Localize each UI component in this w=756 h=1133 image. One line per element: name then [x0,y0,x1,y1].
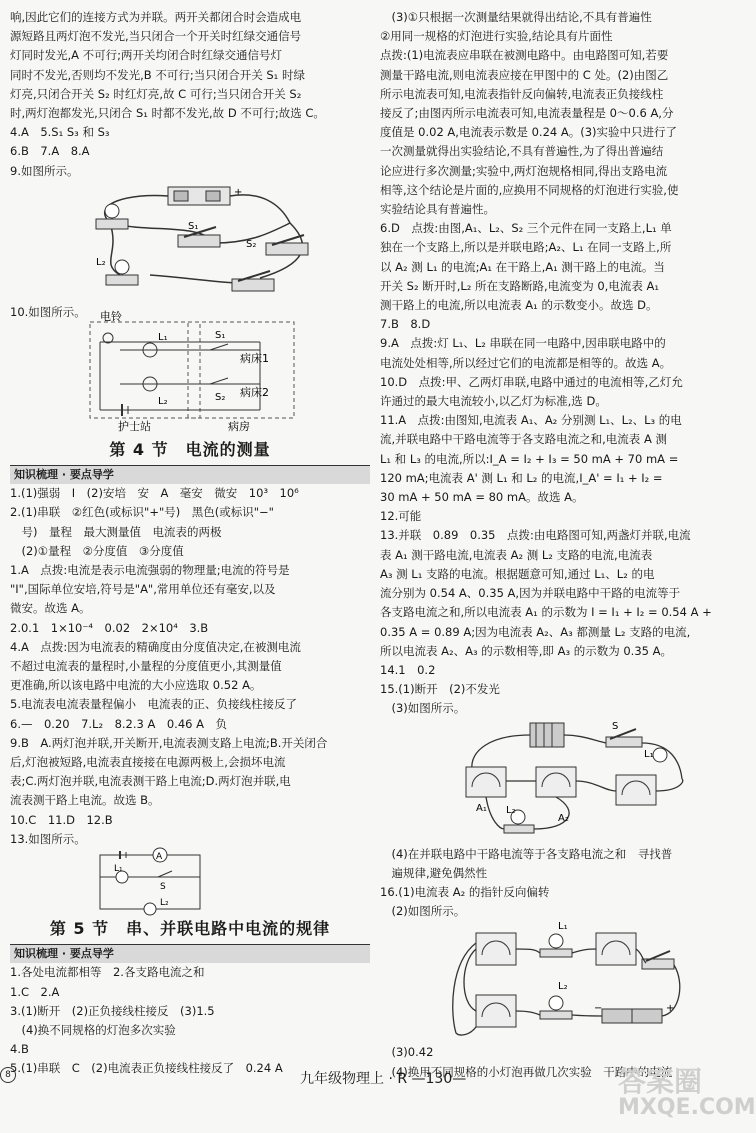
text-line: 13.并联 0.89 0.35 点拨:由电路图可知,两盏灯并联,电流 [380,528,691,543]
text-line: 7.B 8.D [380,317,431,332]
text-line: 灯亮,只闭合开关 S₂ 时红灯亮,故 C 可行;当只闭合开关 S₂ [10,86,302,101]
text-line: 同时不发光,否则均不发光,B 不可行;当只闭合开关 S₁ 时绿 [10,67,305,82]
lamp-icon [549,996,563,1010]
text-line: 1.C 2.A [10,984,60,999]
lamp-l1-label: L₁ [114,864,123,875]
text-line: 时,两灯泡都发光,只闭合 S₁ 时都不发光,故 D 不可行;故选 C。 [10,106,325,121]
lamp-icon [144,903,156,915]
ammeter-icon [476,933,516,965]
text-line: 灯同时发光,A 不可行;两开关均闭合时红绿交通信号灯 [10,48,283,63]
text-line: 16.(1)电流表 A₂ 的指针反向偏转 [380,884,550,899]
switch-label: S [160,882,166,893]
lamp-l2-label: L₂ [160,898,169,909]
text-line: 测干路上的电流,所以电流表 A₁ 的示数变小。故选 D。 [380,298,658,313]
text-line: (3)0.42 [380,1045,434,1060]
text-line: 源短路且两灯泡不发光,当只闭合一个开关时红绿交通信号 [10,29,302,44]
intro-lines [10,8,370,123]
text-line: 11.A 点拨:由图知,电流表 A₁、A₂ 分别测 L₁、L₂、L₃ 的电 [380,413,682,428]
text-line: 以 A₂ 测 L₁ 的电流;A₁ 在干路上,A₁ 测干路上的电流。当 [380,259,665,274]
ammeter-a2-label: A₂ [558,812,569,824]
figure-15-circuit [380,721,742,843]
ammeter-icon [596,933,636,965]
lamp-icon [653,748,667,762]
text-line: ②用同一规格的灯泡进行实验,结论具有片面性 [380,29,613,44]
station-label: 护士站 [118,420,151,434]
text-line: (2)①量程 ②分度值 ③分度值 [10,543,184,558]
battery-plus-label: + [234,186,243,198]
text-line: 各支路电流之和,所以电流表 A₁ 的示数为 I = I₁ + I₂ = 0.54 A + [380,605,712,620]
text-line: 10.D 点拨:甲、乙两灯串联,电路中通过的电流相等,乙灯允 [380,374,683,389]
switch-s1-label: S₁ [215,330,226,342]
text-line: 点拨:(1)电流表应串联在被测电路中。由电路图可知,若要 [380,48,669,63]
text-line: (4)换用不同规格的小灯泡再做几次实验 干路中的电流 [380,1064,673,1079]
section-4-title: 第 4 节 电流的测量 [109,440,271,460]
battery-minus-label: − [594,1003,603,1015]
text-line: 4.A 点拨:因为电流表的精确度由分度值决定,在被测电流 [10,639,301,654]
text-line: 3.(1)断开 (2)正负接线柱接反 (3)1.5 [10,1003,215,1018]
text-line: A₃ 测 L₁ 支路的电流。根据题意可知,通过 L₁、L₂ 的电 [380,566,655,581]
text-line: 流表测干路上电流。故选 B。 [10,793,160,808]
lamp-icon [105,204,119,218]
text-line: 开关 S₂ 断开时,L₂ 所在支路断路,电流变为 0,电流表 A₁ [380,278,659,293]
battery-icon [530,723,564,747]
right-answers-b [380,845,742,922]
text-line: 2.(1)串联 ②红色(或标识"+"号) 黑色(或标识"−" [10,505,274,520]
text-line: (3)如图所示。 [380,701,466,716]
text-line: 表 A₁ 测干路电流,电流表 A₂ 测 L₂ 支路的电流,电流表 [380,547,653,562]
text-line: 表;C.两灯泡并联,电流表测干路上电流;D.两灯泡并联,电 [10,774,291,789]
bed2-label: 病床2 [240,386,269,400]
section-4-answers [10,484,370,849]
lamp-l1-label: L₁ [558,921,568,933]
text-line: 微安。故选 A。 [10,601,91,616]
circuit-diagram-15 [380,721,742,843]
lamp-icon [115,260,129,274]
ammeter-label: A [156,852,163,863]
text-line: 响,因此它们的连接方式为并联。两开关都闭合时会造成电 [10,10,302,24]
lamp-l2-label: L₂ [506,804,516,816]
watermark-url: MXQE.COM [618,1095,756,1120]
text-line: 13.如图所示。 [10,831,86,846]
answer-4-5: 4.A 5.S₁ S₃ 和 S₃ [10,125,110,140]
switch-label: S [612,720,619,732]
answer-9: 9.如图所示。 [10,163,79,178]
text-line: 15.(1)断开 (2)不发光 [380,682,500,697]
page-corner-badge: 8 [0,1067,16,1083]
text-line: 14.1 0.2 [380,662,436,677]
text-line: (2)如图所示。 [380,904,466,919]
text-line: 一次测量就得出实验结论,不具有普遍性,为了得出普遍结 [380,144,664,159]
bell-label: 电铃 [100,310,122,324]
text-line: 测量干路电流,则电流表应接在甲图中的 C 处。(2)由图乙 [380,67,669,82]
text-line: 120 mA;电流表 A' 测 L₁ 和 L₂ 的电流,I_A' = I₁ + I₂ = [380,470,663,485]
text-line: 9.B A.两灯泡并联,开关断开,电流表测支路上电流;B.开关闭合 [10,735,328,750]
text-line: (4)在并联电路中干路电流等于各支路电流之和 寻找普 [380,846,673,861]
text-line: 所以电流表 A₂、A₃ 的示数相等,即 A₃ 的示数为 0.35 A。 [380,643,672,658]
text-line: 6.— 0.20 7.L₂ 8.2.3 A 0.46 A 负 [10,716,227,731]
lamp-l1-label: L₁ [644,748,654,760]
text-line: 实验结论具有普遍性。 [380,202,495,217]
switch-s1-label: S₁ [188,220,199,232]
watermark-logo: 答案圈 [618,1065,703,1098]
text-line: 许通过的最大电流较小,以乙灯为标准,选 D。 [380,394,607,409]
text-line: (3)①只根据一次测量结果就得出结论,不具有普遍性 [380,10,652,24]
text-line: 接反了;由图丙所示电流表可知,电流表量程是 0～0.6 A,分 [380,106,674,121]
ammeter-icon [616,775,656,805]
text-line: 流分别为 0.54 A、0.35 A,因为并联电路中干路的电流等于 [380,586,681,601]
section-5-title: 第 5 节 串、并联电路中电流的规律 [49,919,331,939]
ammeter-icon [466,767,506,797]
text-line: 1.A 点拨:电流是表示电流强弱的物理量;电流的符号是 [10,563,290,578]
figure-9-circuit [10,183,370,301]
circuit-diagram-16 [380,923,742,1041]
ammeter-a1-label: A₁ [476,802,487,814]
switch-s2-label: S₂ [246,238,257,250]
text-line: 不超过电流表的量程时,小量程的分度值更小,其测量值 [10,659,282,674]
text-line: 遍规律,避免偶然性 [380,865,488,880]
ward-label: 病房 [228,420,250,434]
text-line: 9.A 点拨:灯 L₁、L₂ 串联在同一电路中,因串联电路中的 [380,336,666,351]
text-line: 独在一个支路上,所以是并联电路;A₂、L₁ 在同一支路上,所 [380,240,672,255]
figure-16-circuit [380,923,742,1041]
text-line: 10.C 11.D 12.B [10,812,113,827]
section-5-answers [10,963,370,1078]
lamp-l2-label: L₂ [558,981,568,993]
section-4-box-heading: 知识梳理 · 要点导学 [10,465,370,484]
answer-6-8: 6.B 7.A 8.A [10,144,90,159]
lamp-l2-label: L₂ [96,256,106,268]
text-line: 0.35 A = 0.89 A;因为电流表 A₂、A₃ 都测量 L₂ 支路的电流, [380,624,691,639]
circuit-diagram-13 [10,851,370,915]
text-line: 12.可能 [380,509,422,524]
text-line: 论应进行多次测量;实验中,两灯泡规格相同,得出支路电流 [380,163,668,178]
text-line: 流,并联电路中干路电流等于各支路电流之和,电流表 A 测 [380,432,667,447]
text-line: "I",国际单位安培,符号是"A",常用单位还有毫安,以及 [10,582,276,597]
text-line: 4.B [10,1042,29,1057]
switch-s2-label: S₂ [215,392,226,404]
text-line: 5.电流表电流表量程偏小 电流表的正、负接线柱接反了 [10,697,297,712]
lamp-l2-label: L₂ [158,396,168,408]
text-line: 电流处处相等,所以经过它们的电流都是相等的。故选 A。 [380,355,672,370]
text-line: 1.各处电流都相等 2.各支路电流之和 [10,965,205,980]
text-line: 所示电流表可知,电流表指针反向偏转,电流表正负接线柱 [380,86,664,101]
battery-plus-label: + [666,1003,675,1015]
text-line: 度值是 0.02 A,电流表示数是 0.24 A。(3)实验中只进行了 [380,125,678,140]
right-answers-a [380,8,742,719]
left-column [10,8,370,1079]
text-line: 相等,这个结论是片面的,应换用不同规格的灯泡进行实验,使 [380,182,679,197]
text-line: 5.(1)串联 C (2)电流表正负接线柱接反了 0.24 A [10,1061,283,1076]
text-line: 更准确,所以该电路中电流的大小应选取 0.52 A。 [10,678,262,693]
text-line: (4)换不同规格的灯泡多次实验 [10,1022,176,1037]
text-line: 2.0.1 1×10⁻⁴ 0.02 2×10⁴ 3.B [10,620,209,635]
text-line: L₁ 和 L₃ 的电流,所以:I_A = I₂ + I₃ = 50 mA + 70 mA = [380,451,679,466]
bed1-label: 病床1 [240,352,269,366]
ammeter-icon [536,767,576,797]
lamp-icon [549,934,563,948]
text-line: 后,灯泡被短路,电流表直接接在电源两极上,会损坏电流 [10,755,286,770]
text-line: 1.(1)强弱 I (2)安培 安 A 毫安 微安 10³ 10⁶ [10,486,299,501]
text-line: 号) 量程 最大测量值 电流表的两极 [10,524,222,539]
text-line: 6.D 点拨:由图,A₁、L₂、S₂ 三个元件在同一支路上,L₁ 单 [380,221,672,236]
answer-10: 10.如图所示。 [10,304,86,319]
section-5-box-heading: 知识梳理 · 要点导学 [10,944,370,963]
ammeter-icon [476,995,516,1027]
lamp-l1-label: L₁ [158,332,168,344]
circuit-diagram-9 [10,183,370,301]
right-column [380,8,742,1082]
page-footer: 九年级物理上 · R —130— [300,1071,467,1087]
text-line: 30 mA + 50 mA = 80 mA。故选 A。 [380,490,584,505]
figure-13-circuit [10,851,370,915]
